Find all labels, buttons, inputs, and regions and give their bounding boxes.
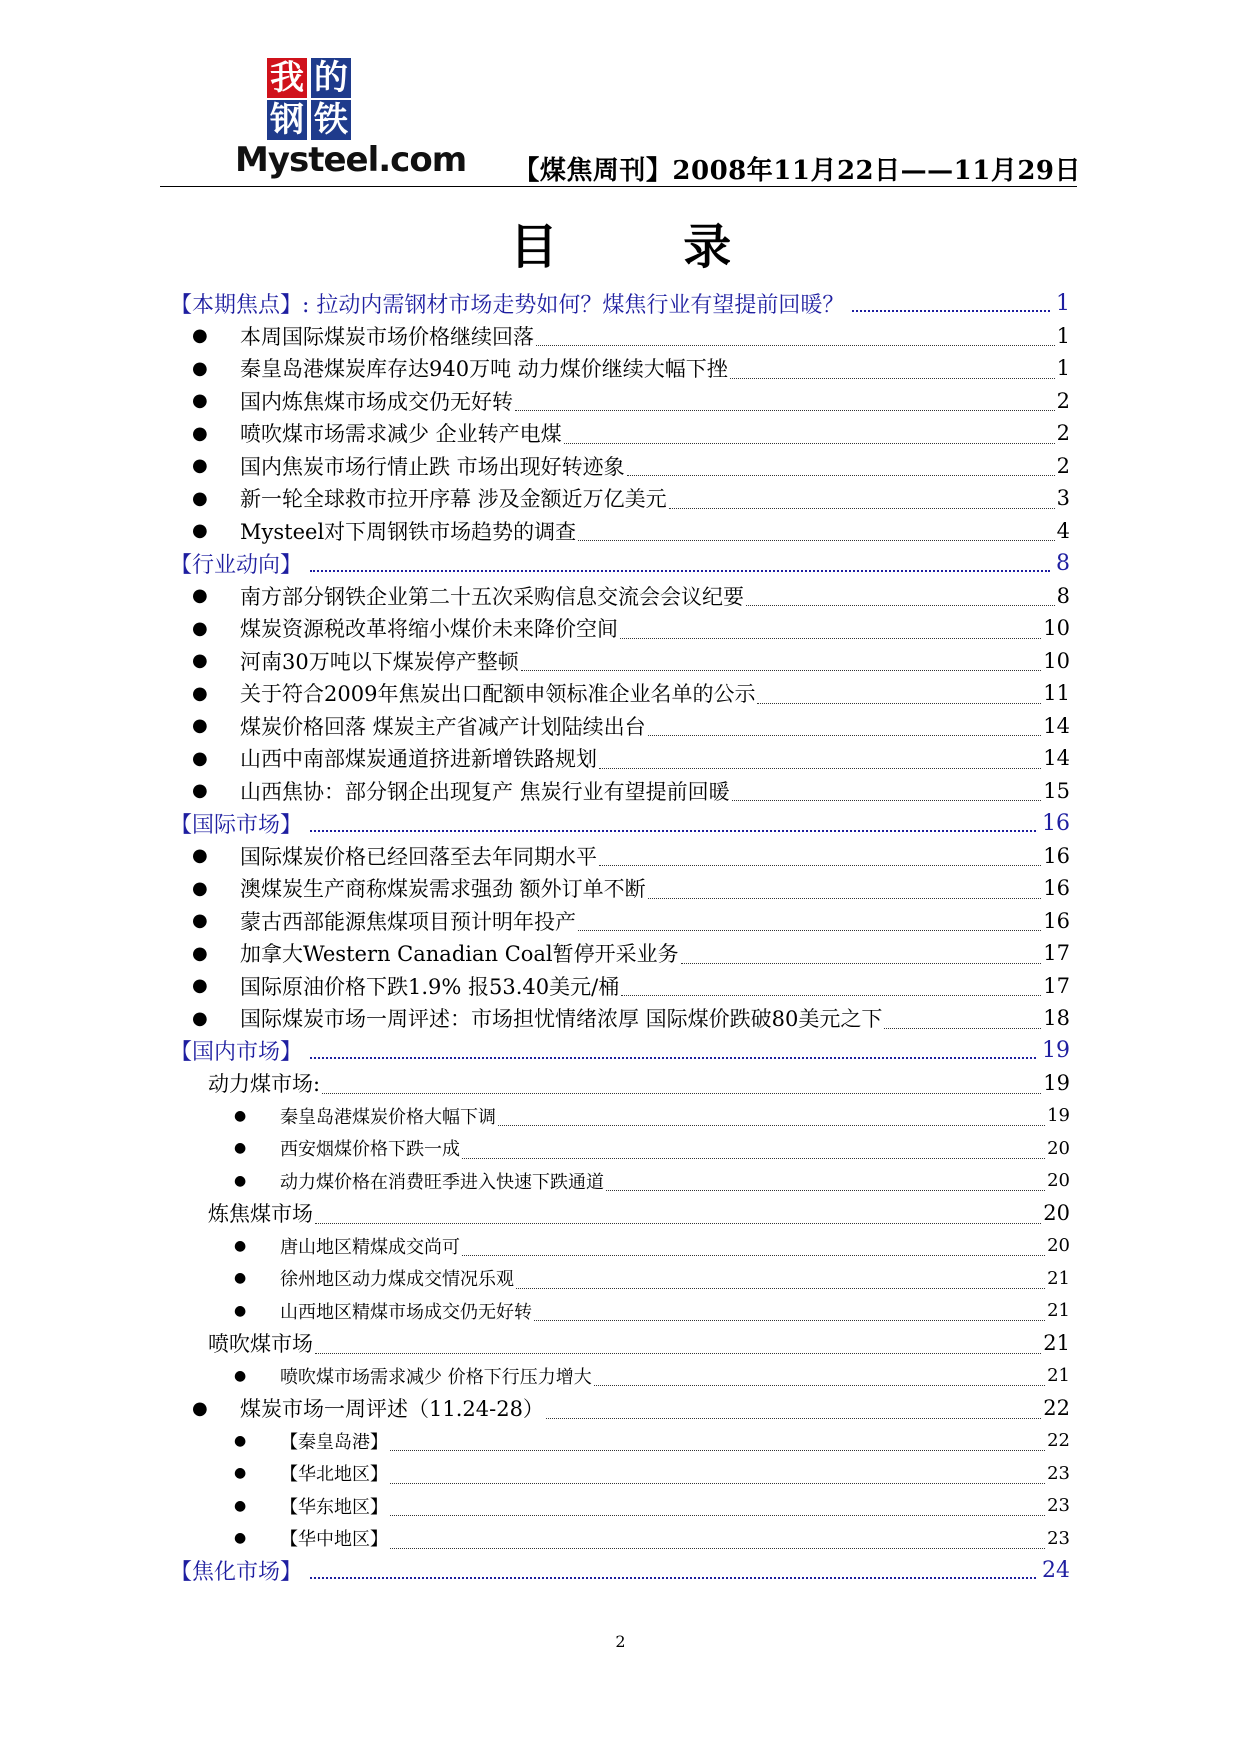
dot-leader	[681, 963, 1042, 964]
toc-page-number: 1	[1056, 323, 1070, 348]
toc-entry-title: 【秦皇岛港】	[280, 1431, 388, 1453]
toc-page-number: 2	[1056, 453, 1070, 478]
toc-entry-title: 加拿大Western Canadian Coal暂停开采业务	[240, 942, 679, 967]
toc-page-number: 21	[1047, 1365, 1070, 1387]
toc-entry-title: 煤炭价格回落 煤炭主产省减产计划陆续出台	[240, 714, 646, 739]
dot-leader	[315, 1353, 1041, 1354]
toc-page-number: 19	[1042, 1038, 1070, 1064]
toc-page-number: 19	[1047, 1105, 1070, 1127]
dot-leader	[521, 670, 1042, 671]
logo-char: 铁	[311, 100, 351, 140]
toc-entry-title: 蒙古西部能源焦煤项目预计明年投产	[240, 909, 576, 934]
bullet-icon: ●	[192, 877, 208, 899]
toc-entry[interactable]	[170, 677, 1070, 710]
dot-leader	[322, 1093, 1041, 1094]
dot-leader	[390, 1450, 1045, 1451]
toc-page-number: 22	[1047, 1430, 1070, 1452]
bullet-icon: ●	[192, 845, 208, 867]
logo-char: 我	[267, 58, 307, 98]
toc-entry-title: 喷吹煤市场需求减少 企业转产电煤	[240, 422, 562, 447]
toc-entry[interactable]	[170, 580, 1070, 613]
toc-entry-title: 【国内市场】	[170, 1040, 303, 1066]
dot-leader	[536, 345, 1055, 346]
toc-entry-title: 动力煤市场:	[208, 1072, 321, 1097]
dot-leader	[594, 1385, 1045, 1386]
toc-entry-title: 西安烟煤价格下跌一成	[280, 1139, 460, 1161]
toc-entry-title: 动力煤价格在消费旺季进入快速下跌通道	[280, 1171, 604, 1193]
toc-entry-title: 国际煤炭价格已经回落至去年同期水平	[240, 844, 597, 869]
toc-entry[interactable]	[170, 905, 1070, 938]
toc-entry[interactable]	[170, 1262, 1070, 1295]
toc-entry-title: 喷吹煤市场需求减少 价格下行压力增大	[280, 1366, 592, 1388]
toc-page-number: 16	[1043, 843, 1070, 868]
toc-entry[interactable]	[170, 1002, 1070, 1035]
toc-page-number: 11	[1043, 681, 1070, 706]
toc-entry[interactable]	[170, 1197, 1070, 1230]
toc-entry-title: 新一轮全球救市拉开序幕 涉及金额近万亿美元	[240, 487, 667, 512]
toc-entry[interactable]	[170, 742, 1070, 775]
toc-entry-title: 山西地区精煤市场成交仍无好转	[280, 1301, 532, 1323]
toc-entry-title: 山西焦协：部分钢企出现复产 焦炭行业有望提前回暖	[240, 779, 730, 804]
dot-leader	[627, 475, 1055, 476]
dot-leader	[757, 703, 1041, 704]
bullet-icon: ●	[192, 520, 208, 542]
toc-page-number: 15	[1043, 778, 1070, 803]
toc-entry-title: 【华北地区】	[280, 1464, 388, 1486]
bullet-icon: ●	[192, 617, 208, 639]
dot-leader	[310, 830, 1036, 832]
toc-entry-title: 【本期焦点】: 拉动内需钢材市场走势如何？煤焦行业有望提前回暖？	[170, 292, 845, 318]
dot-leader	[546, 1418, 1041, 1419]
toc-entry-title: 国际煤炭市场一周评述：市场担忧情绪浓厚 国际煤价跌破80美元之下	[240, 1007, 883, 1032]
dot-leader	[310, 570, 1050, 572]
toc-entry-title: Mysteel对下周钢铁市场趋势的调查	[240, 519, 577, 544]
dot-leader	[390, 1483, 1045, 1484]
toc-page-number: 8	[1056, 550, 1070, 576]
toc-entry[interactable]	[170, 612, 1070, 645]
issue-heading: 【煤焦周刊】2008年11月22日——11月29日	[513, 156, 1081, 186]
toc-entry[interactable]	[170, 515, 1070, 548]
bullet-icon: ●	[234, 1497, 247, 1514]
toc-page-number: 16	[1042, 810, 1070, 836]
toc-entry[interactable]	[170, 1360, 1070, 1393]
dot-leader	[621, 995, 1041, 996]
bullet-icon: ●	[192, 585, 208, 607]
bullet-icon: ●	[234, 1432, 247, 1449]
bullet-icon: ●	[234, 1367, 247, 1384]
toc-entry[interactable]	[170, 1132, 1070, 1165]
toc-entry-title: 国际原油价格下跌1.9% 报53.40美元/桶	[240, 974, 620, 999]
dot-leader	[534, 1320, 1045, 1321]
toc-entry[interactable]	[170, 872, 1070, 905]
logo-wordmark: Mysteel.com	[235, 140, 467, 180]
toc-entry-title: 南方部分钢铁企业第二十五次采购信息交流会会议纪要	[240, 584, 744, 609]
dot-leader	[315, 1223, 1041, 1224]
dot-leader	[578, 930, 1041, 931]
bullet-icon: ●	[192, 942, 208, 964]
toc-page-number: 16	[1043, 876, 1070, 901]
toc-entry[interactable]	[170, 775, 1070, 808]
header-divider	[160, 186, 1077, 187]
bullet-icon: ●	[234, 1465, 247, 1482]
toc-section-entry[interactable]	[170, 807, 1070, 840]
toc-entry-title: 秦皇岛港煤炭库存达940万吨 动力煤价继续大幅下挫	[240, 357, 728, 382]
toc-page-number: 21	[1047, 1267, 1070, 1289]
toc-entry-title: 【焦化市场】	[170, 1560, 303, 1586]
page-number: 2	[615, 1632, 626, 1651]
toc-page-number: 1	[1056, 290, 1070, 316]
toc-entry[interactable]	[170, 840, 1070, 873]
dot-leader	[310, 1577, 1036, 1579]
bullet-icon: ●	[234, 1302, 247, 1319]
toc-entry-title: 煤炭市场一周评述（11.24-28）	[240, 1397, 544, 1422]
bullet-icon: ●	[192, 1397, 208, 1419]
toc-page-number: 17	[1043, 973, 1070, 998]
bullet-icon: ●	[192, 390, 208, 412]
bullet-icon: ●	[192, 975, 208, 997]
bullet-icon: ●	[234, 1140, 247, 1157]
toc-entry[interactable]	[170, 417, 1070, 450]
toc-entry-title: 本周国际煤炭市场价格继续回落	[240, 324, 534, 349]
bullet-icon: ●	[192, 357, 208, 379]
dot-leader	[578, 540, 1054, 541]
bullet-icon: ●	[192, 780, 208, 802]
toc-page-number: 10	[1043, 616, 1070, 641]
toc-section-entry[interactable]	[170, 547, 1070, 580]
dot-leader	[515, 410, 1055, 411]
toc-page-number: 8	[1056, 583, 1070, 608]
toc-page-number: 24	[1042, 1558, 1070, 1584]
toc-entry-title: 唐山地区精煤成交尚可	[280, 1236, 460, 1258]
toc-entry-title: 徐州地区动力煤成交情况乐观	[280, 1269, 514, 1291]
bullet-icon: ●	[192, 422, 208, 444]
toc-entry[interactable]	[170, 710, 1070, 743]
toc-entry[interactable]	[170, 970, 1070, 1003]
dot-leader	[884, 1028, 1041, 1029]
toc-page-number: 2	[1056, 388, 1070, 413]
toc-entry[interactable]	[170, 482, 1070, 515]
dot-leader	[462, 1255, 1045, 1256]
bullet-icon: ●	[192, 715, 208, 737]
toc-entry-title: 喷吹煤市场	[208, 1332, 313, 1357]
mysteel-logo	[235, 58, 467, 180]
toc-entry[interactable]	[170, 1165, 1070, 1198]
toc-page-number: 23	[1047, 1527, 1070, 1549]
toc-entry[interactable]	[170, 1327, 1070, 1360]
dot-leader	[599, 865, 1041, 866]
toc-page-number: 20	[1043, 1201, 1070, 1226]
toc-section-entry[interactable]	[170, 1035, 1070, 1068]
dot-leader	[516, 1288, 1045, 1289]
toc-page-number: 20	[1047, 1170, 1070, 1192]
toc-entry[interactable]	[170, 1100, 1070, 1133]
toc-entry-title: 山西中南部煤炭通道挤进新增铁路规划	[240, 747, 597, 772]
bullet-icon: ●	[234, 1530, 247, 1547]
toc-entry[interactable]	[170, 385, 1070, 418]
bullet-icon: ●	[192, 487, 208, 509]
toc-page-number: 21	[1047, 1300, 1070, 1322]
toc-entry-title: 秦皇岛港煤炭价格大幅下调	[280, 1106, 496, 1128]
toc-entry[interactable]	[170, 1425, 1070, 1458]
toc-entry[interactable]	[170, 352, 1070, 385]
toc-entry[interactable]	[170, 1490, 1070, 1523]
dot-leader	[310, 1057, 1036, 1059]
toc-page-number: 19	[1043, 1071, 1070, 1096]
toc-page-number: 17	[1043, 941, 1070, 966]
bullet-icon: ●	[192, 650, 208, 672]
toc-entry-title: 煤炭资源税改革将缩小煤价未来降价空间	[240, 617, 618, 642]
toc-entry-title: 【华中地区】	[280, 1529, 388, 1551]
dot-leader	[648, 898, 1042, 899]
dot-leader	[746, 605, 1055, 606]
toc-entry[interactable]	[170, 450, 1070, 483]
toc-page-number: 16	[1043, 908, 1070, 933]
toc-page-number: 20	[1047, 1235, 1070, 1257]
dot-leader	[852, 310, 1050, 312]
toc-entry[interactable]	[170, 1522, 1070, 1555]
dot-leader	[732, 800, 1042, 801]
toc-section-entry[interactable]	[170, 1555, 1070, 1588]
toc-section-entry[interactable]	[170, 287, 1070, 320]
toc-page-number: 1	[1056, 356, 1070, 381]
bullet-icon: ●	[234, 1172, 247, 1189]
toc-page-number: 20	[1047, 1137, 1070, 1159]
bullet-icon: ●	[234, 1237, 247, 1254]
toc-entry-title: 【华东地区】	[280, 1496, 388, 1518]
toc-page-number: 23	[1047, 1462, 1070, 1484]
dot-leader	[599, 768, 1041, 769]
toc-entry-title: 澳煤炭生产商称煤炭需求强劲 额外订单不断	[240, 877, 646, 902]
toc-entry[interactable]	[170, 1295, 1070, 1328]
dot-leader	[564, 443, 1055, 444]
bullet-icon: ●	[192, 455, 208, 477]
logo-mark	[267, 58, 367, 144]
bullet-icon: ●	[234, 1270, 247, 1287]
toc-page-number: 4	[1056, 518, 1070, 543]
bullet-icon: ●	[192, 910, 208, 932]
dot-leader	[620, 638, 1041, 639]
dot-leader	[390, 1515, 1045, 1516]
toc-title-char: 目	[509, 219, 558, 275]
toc-page-number: 23	[1047, 1495, 1070, 1517]
bullet-icon: ●	[234, 1107, 247, 1124]
toc-entry[interactable]	[170, 645, 1070, 678]
toc-title	[0, 208, 1241, 277]
toc-entry[interactable]	[170, 1230, 1070, 1263]
toc-entry[interactable]	[170, 1067, 1070, 1100]
toc-entry-title: 河南30万吨以下煤炭停产整顿	[240, 649, 519, 674]
table-of-contents	[170, 287, 1070, 1587]
bullet-icon: ●	[192, 325, 208, 347]
toc-page-number: 14	[1043, 713, 1070, 738]
toc-page-number: 22	[1043, 1396, 1070, 1421]
toc-page-number: 18	[1043, 1006, 1070, 1031]
dot-leader	[498, 1125, 1045, 1126]
bullet-icon: ●	[192, 1007, 208, 1029]
toc-title-char: 录	[683, 219, 732, 275]
toc-page-number: 14	[1043, 746, 1070, 771]
toc-entry[interactable]	[170, 1457, 1070, 1490]
toc-entry[interactable]	[170, 937, 1070, 970]
toc-entry[interactable]	[170, 320, 1070, 353]
dot-leader	[606, 1190, 1045, 1191]
bullet-icon: ●	[192, 747, 208, 769]
dot-leader	[648, 735, 1042, 736]
logo-char: 的	[311, 58, 351, 98]
dot-leader	[390, 1548, 1045, 1549]
bullet-icon: ●	[192, 682, 208, 704]
toc-entry-title: 【行业动向】	[170, 552, 303, 578]
dot-leader	[730, 378, 1055, 379]
toc-page-number: 2	[1056, 421, 1070, 446]
toc-page-number: 21	[1043, 1331, 1070, 1356]
logo-char: 钢	[267, 100, 307, 140]
toc-page-number: 10	[1043, 648, 1070, 673]
toc-entry-title: 关于符合2009年焦炭出口配额申领标准企业名单的公示	[240, 682, 756, 707]
toc-entry[interactable]	[170, 1392, 1070, 1425]
dot-leader	[462, 1158, 1045, 1159]
toc-entry-title: 炼焦煤市场	[208, 1202, 313, 1227]
toc-entry-title: 国内焦炭市场行情止跌 市场出现好转迹象	[240, 454, 625, 479]
toc-page-number: 3	[1056, 486, 1070, 511]
toc-entry-title: 国内炼焦煤市场成交仍无好转	[240, 389, 513, 414]
toc-entry-title: 【国际市场】	[170, 812, 303, 838]
dot-leader	[669, 508, 1055, 509]
